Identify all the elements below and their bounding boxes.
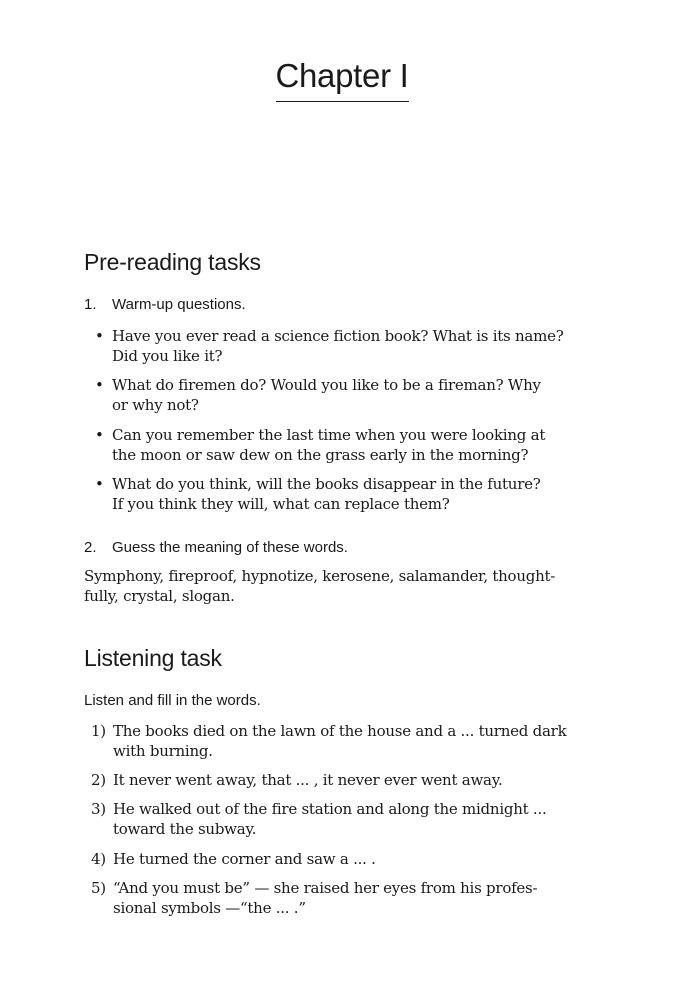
item-line: “And you must be” — she raised her eyes from his profes- bbox=[113, 879, 538, 897]
question-line: What do firemen do? Would you like to be a fireman? Why bbox=[112, 376, 541, 394]
task1-label-row bbox=[84, 295, 246, 315]
item-text bbox=[113, 721, 609, 761]
question-line: Can you remember the last time when you were looking at bbox=[112, 426, 546, 444]
item-line: toward the subway. bbox=[113, 820, 257, 838]
chapter-title-underline bbox=[276, 101, 409, 102]
item-text bbox=[113, 849, 609, 869]
question-text bbox=[112, 375, 612, 415]
item-number: 3) bbox=[91, 800, 106, 818]
listening-heading: Listening task bbox=[84, 645, 222, 671]
task2-label-row bbox=[84, 538, 348, 558]
task2-number: 2. bbox=[84, 539, 97, 556]
item-line: It never went away, that ... , it never ever went away. bbox=[113, 771, 503, 789]
item-number: 4) bbox=[91, 850, 106, 868]
bullet-icon: • bbox=[95, 475, 104, 493]
task1-number: 1. bbox=[84, 296, 97, 313]
bullet-icon: • bbox=[95, 376, 104, 394]
chapter-title: Chapter I bbox=[275, 57, 409, 94]
item-number: 1) bbox=[91, 722, 106, 740]
question-text bbox=[112, 326, 612, 366]
vocabulary-line: Symphony, fireproof, hypnotize, kerosene, salamander, thought- bbox=[84, 567, 556, 585]
listening-instruction: Listen and fill in the words. bbox=[84, 692, 261, 709]
item-number: 5) bbox=[91, 879, 106, 897]
item-line: The books died on the lawn of the house and a ... turned dark bbox=[113, 722, 567, 740]
question-text bbox=[112, 425, 612, 465]
item-line: He turned the corner and saw a ... . bbox=[113, 850, 376, 868]
question-line: What do you think, will the books disappear in the future? bbox=[112, 475, 541, 493]
vocabulary-line: fully, crystal, slogan. bbox=[84, 587, 235, 605]
question-line: If you think they will, what can replace them? bbox=[112, 495, 450, 513]
item-number: 2) bbox=[91, 771, 106, 789]
pre-reading-heading: Pre-reading tasks bbox=[84, 249, 261, 275]
question-line: the moon or saw dew on the grass early in the morning? bbox=[112, 446, 529, 464]
item-line: with burning. bbox=[113, 742, 213, 760]
question-line: or why not? bbox=[112, 396, 199, 414]
question-line: Did you like it? bbox=[112, 347, 223, 365]
task2-label: Guess the meaning of these words. bbox=[112, 539, 348, 556]
item-line: sional symbols —“the ... .” bbox=[113, 899, 306, 917]
bullet-icon: • bbox=[95, 426, 104, 444]
item-text bbox=[113, 799, 609, 839]
bullet-icon: • bbox=[95, 327, 104, 345]
task1-label: Warm-up questions. bbox=[112, 296, 246, 313]
question-text bbox=[112, 474, 612, 514]
item-text bbox=[113, 878, 609, 918]
item-text bbox=[113, 770, 609, 790]
item-line: He walked out of the fire station and along the midnight ... bbox=[113, 800, 547, 818]
question-line: Have you ever read a science fiction book? What is its name? bbox=[112, 327, 564, 345]
vocabulary-words bbox=[84, 566, 604, 606]
